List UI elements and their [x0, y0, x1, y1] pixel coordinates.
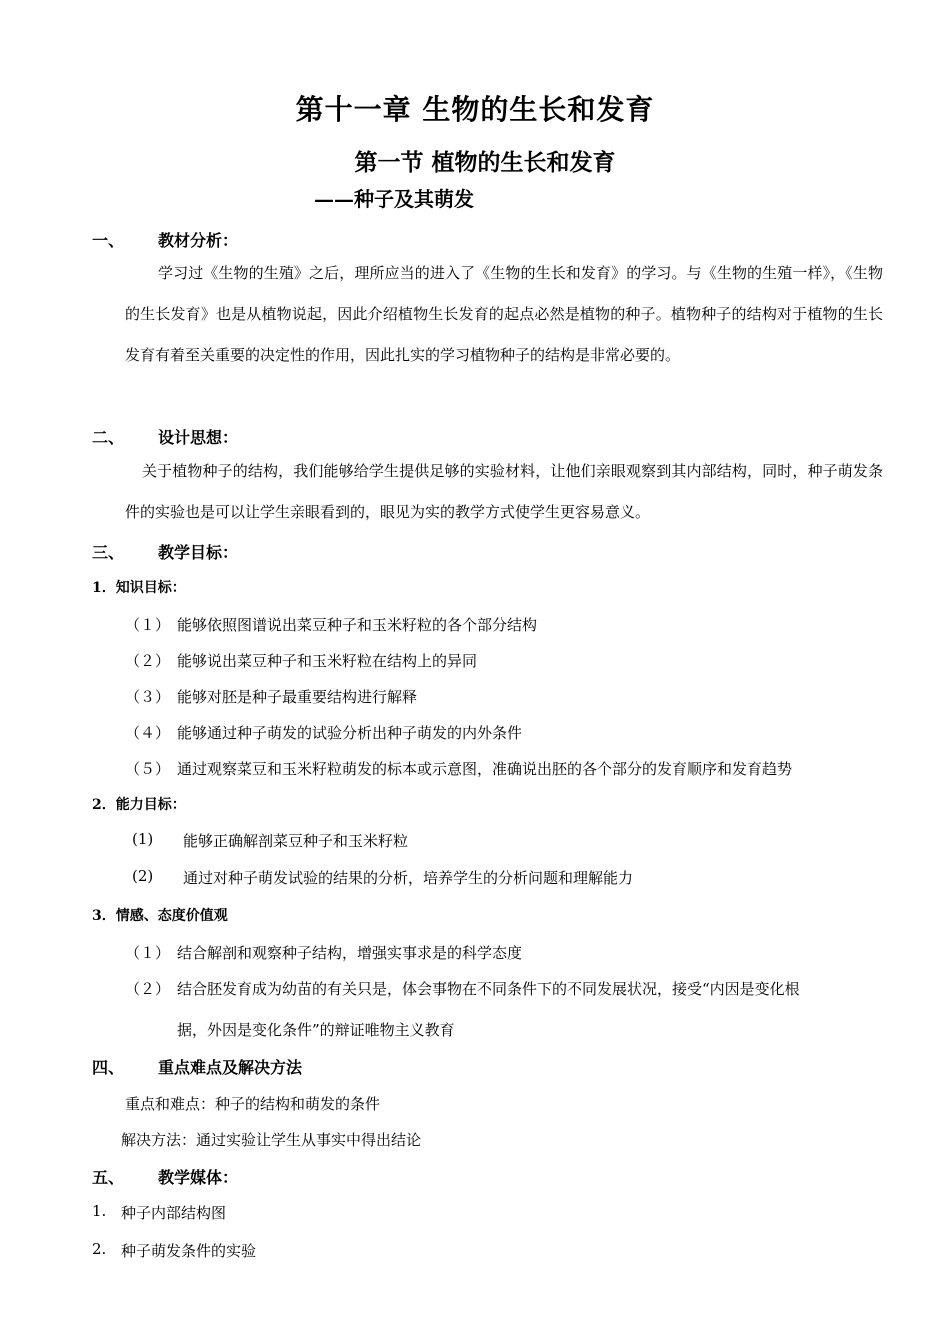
list-item: 种子内部结构图	[121, 1204, 227, 1222]
solution-method-text: 解决方法：通过实验让学生从事实中得出结论	[121, 1131, 422, 1149]
section-number: 三、	[92, 543, 125, 562]
list-item: 能够对胚是种子最重要结构进行解释	[177, 688, 418, 706]
list-item-number: （１）	[125, 616, 171, 634]
list-item-number: （５）	[125, 760, 171, 778]
emotion-goal-label: 3．情感、态度价值观	[92, 908, 228, 924]
list-item: 结合解剖和观察种子结构，增强实事求是的科学态度	[177, 944, 523, 962]
list-item: 通过观察菜豆和玉米籽粒萌发的标本或示意图，准确说出胚的各个部分的发育顺序和发育趋势	[177, 760, 793, 778]
section-heading: 教材分析：	[158, 231, 239, 250]
list-item: 能够通过种子萌发的试验分析出种子萌发的内外条件	[177, 724, 523, 742]
section-number: 五、	[92, 1168, 125, 1187]
section-number: 一、	[92, 231, 125, 250]
list-item: 通过对种子萌发试验的结果的分析，培养学生的分析问题和理解能力	[183, 869, 634, 887]
key-points-text: 重点和难点：种子的结构和萌发的条件	[125, 1095, 381, 1113]
list-item-number: (1)	[132, 830, 154, 848]
list-item-number: 1.	[92, 1202, 107, 1220]
list-item: 能够依照图谱说出菜豆种子和玉米籽粒的各个部分结构	[177, 616, 538, 634]
list-item: 种子萌发条件的实验	[121, 1242, 257, 1260]
subtitle: ——种子及其萌发	[314, 187, 474, 211]
section-heading: 重点难点及解决方法	[158, 1058, 303, 1077]
ability-goal-label: 2．能力目标：	[92, 797, 186, 813]
list-item-number: （１）	[125, 944, 171, 962]
section-title: 第一节 植物的生长和发育	[354, 149, 616, 176]
list-item-number: （３）	[125, 688, 171, 706]
list-item: 能够正确解剖菜豆种子和玉米籽粒	[183, 832, 409, 850]
section-heading: 教学媒体：	[158, 1168, 239, 1187]
list-item-number: （２）	[125, 652, 171, 670]
section-number: 四、	[92, 1058, 125, 1077]
list-item-number: 2.	[92, 1240, 107, 1258]
design-paragraph: 关于植物种子的结构，我们能够给学生提供足够的实验材料，让他们亲眼观察到其内部结构，同时，种子萌发条件的实验也是可以让学生亲眼看到的，眼见为实的教学方式使学生更容易意义。	[125, 462, 883, 521]
knowledge-goal-label: 1．知识目标：	[92, 580, 186, 596]
analysis-paragraph: 学习过《生物的生殖》之后，理所应当的进入了《生物的生长和发育》的学习。与《生物的生殖一样》，《生物的生长发育》也是从植物说起，因此介绍植物生长发育的起点必然是植物的种子。植物种子的结构对于植物的生长发育有着至关重要的决定性的作用，因此扎实的学习植物种子的结构是非常必要的。	[125, 264, 883, 364]
section-heading: 教学目标：	[158, 543, 239, 562]
list-item: 结合胚发育成为幼苗的有关只是，体会事物在不同条件下的不同发展状况，接受“内因是变化根	[177, 980, 800, 998]
section-number: 二、	[92, 428, 125, 447]
list-item: 能够说出菜豆种子和玉米籽粒在结构上的异同	[177, 652, 478, 670]
list-item-number: （４）	[125, 724, 171, 742]
section-heading: 设计思想：	[158, 428, 239, 447]
list-item-continuation: 据，外因是变化条件”的辩证唯物主义教育	[177, 1021, 455, 1039]
list-item-number: （２）	[125, 980, 171, 998]
list-item-number: (2)	[132, 867, 154, 885]
chapter-title: 第十一章 生物的生长和发育	[295, 93, 655, 126]
